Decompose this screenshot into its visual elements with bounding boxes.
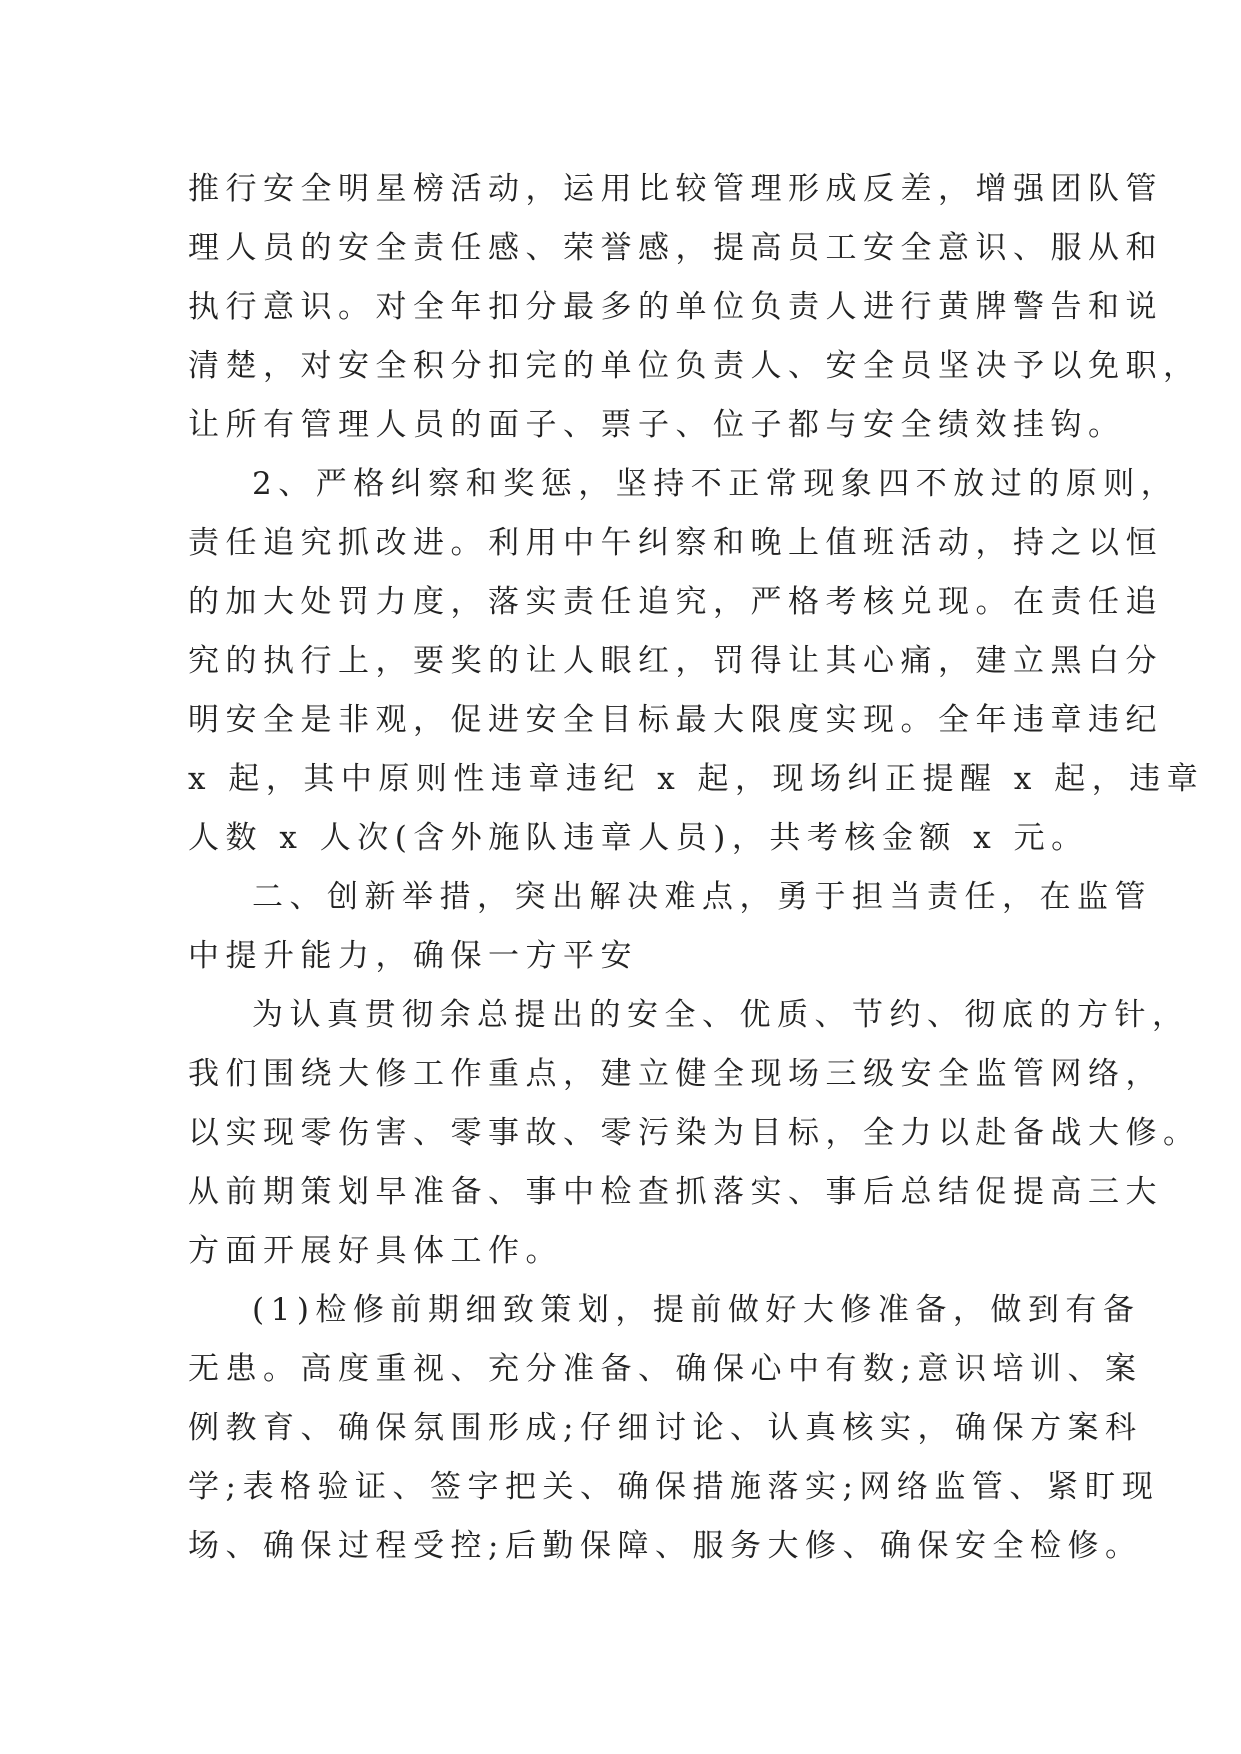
text-line: (1)检修前期细致策划，提前做好大修准备，做到有备 (252, 1292, 1141, 1328)
text-line: 例教育、确保氛围形成;仔细讨论、认真核实，确保方案科 (188, 1410, 1143, 1446)
text-line: 中提升能力，确保一方平安 (188, 938, 638, 974)
text-line: 以实现零伤害、零事故、零污染为目标，全力以赴备战大修。 (188, 1115, 1201, 1151)
text-line: x 起，其中原则性违章违纪 x 起，现场纠正提醒 x 起，违章 (188, 761, 1205, 797)
text-line: 从前期策划早准备、事中检查抓落实、事后总结促提高三大 (188, 1174, 1163, 1210)
section-heading-innovation (188, 868, 1152, 986)
text-line: 场、确保过程受控;后勤保障、服务大修、确保安全检修。 (188, 1528, 1143, 1564)
text-line: 让所有管理人员的面子、票子、位子都与安全绩效挂钩。 (188, 407, 1126, 443)
text-line: 人数 x 人次(含外施队违章人员)，共考核金额 x 元。 (188, 820, 1089, 856)
text-line: 方面开展好具体工作。 (188, 1233, 563, 1269)
text-line: 二、创新举措，突出解决难点，勇于担当责任，在监管 (252, 879, 1152, 915)
text-line: 为认真贯彻余总提出的安全、优质、节约、彻底的方针， (252, 997, 1190, 1033)
text-line: 推行安全明星榜活动，运用比较管理形成反差，增强团队管 (188, 171, 1163, 207)
text-line: 理人员的安全责任感、荣誉感，提高员工安全意识、服从和 (188, 230, 1163, 266)
text-line: 无患。高度重视、充分准备、确保心中有数;意识培训、案 (188, 1351, 1143, 1387)
text-line: 的加大处罚力度，落实责任追究，严格考核兑现。在责任追 (188, 584, 1163, 620)
paragraph-star-ranking (188, 160, 1201, 455)
text-line: 究的执行上，要奖的让人眼红，罚得让其心痛，建立黑白分 (188, 643, 1163, 679)
paragraph-pre-overhaul-planning (188, 1281, 1160, 1576)
text-line: 责任追究抓改进。利用中午纠察和晚上值班活动，持之以恒 (188, 525, 1163, 561)
text-line: 明安全是非观，促进安全目标最大限度实现。全年违章违纪 (188, 702, 1163, 738)
document-body (188, 160, 1205, 1576)
paragraph-inspection-rewards (188, 455, 1205, 868)
paragraph-overhaul-policy (188, 986, 1201, 1281)
text-line: 学;表格验证、签字把关、确保措施落实;网络监管、紧盯现 (188, 1469, 1160, 1505)
text-line: 我们围绕大修工作重点，建立健全现场三级安全监管网络， (188, 1056, 1163, 1092)
text-line: 执行意识。对全年扣分最多的单位负责人进行黄牌警告和说 (188, 289, 1163, 325)
text-line: 2、严格纠察和奖惩，坚持不正常现象四不放过的原则， (252, 466, 1179, 502)
text-line: 清楚，对安全积分扣完的单位负责人、安全员坚决予以免职， (188, 348, 1201, 384)
